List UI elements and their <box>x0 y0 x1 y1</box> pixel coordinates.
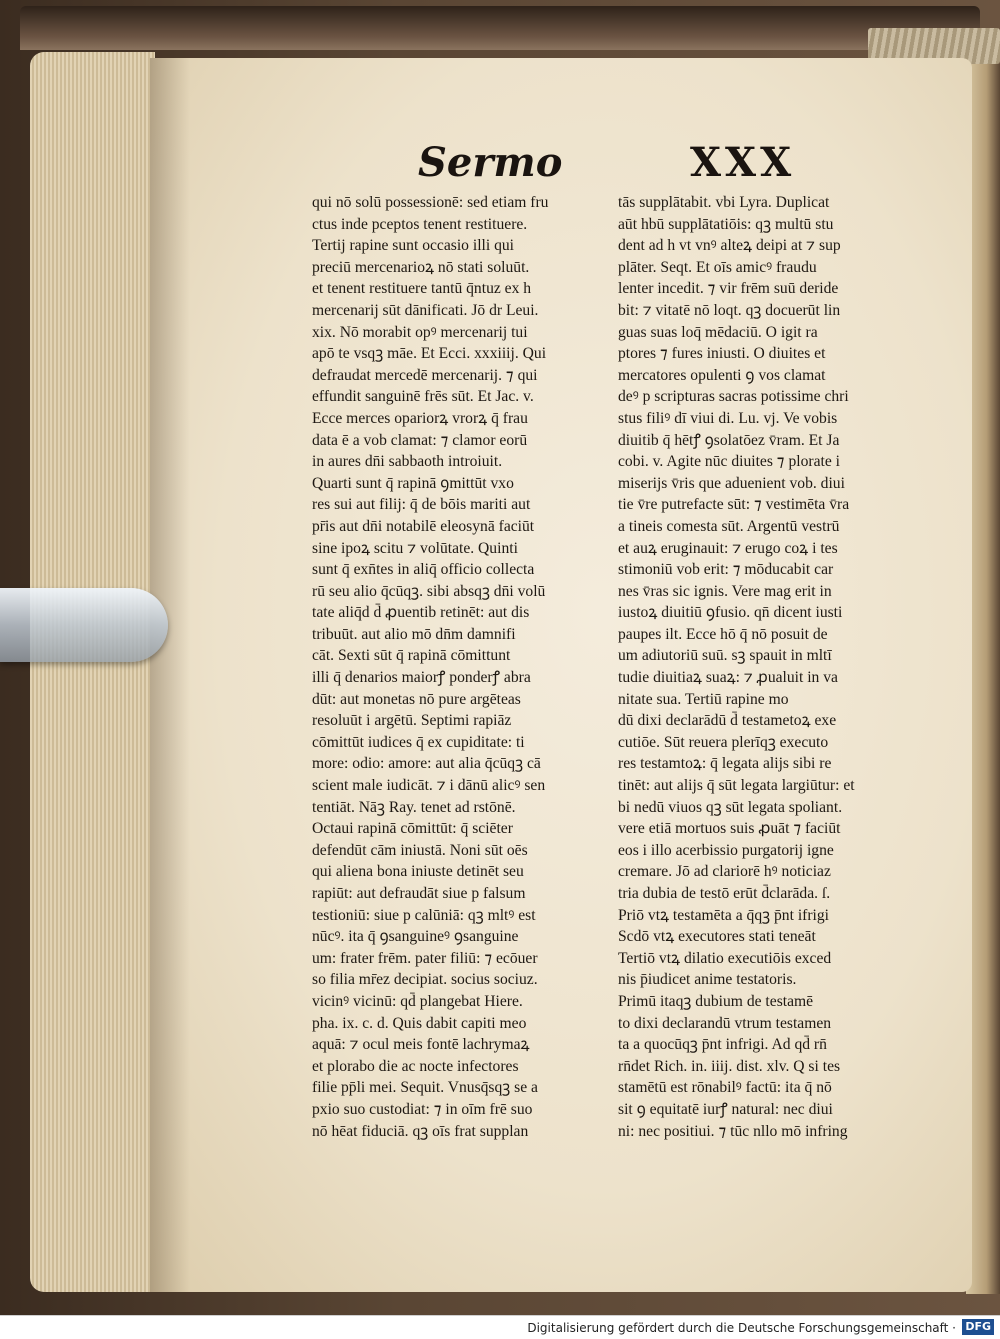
text-line: illi q̄ denarios maiorꝭ ponderꝭ abra <box>312 669 531 687</box>
text-line: nō hēat fiduciā. qꝫ oīs frat supplan <box>312 1122 529 1140</box>
text-line: testioniū: siue p calūniā: qꝫ mltꝰ est <box>312 906 536 924</box>
text-line: stimoniū vob erit: ⁊ mōducabit car <box>618 561 834 579</box>
text-line: apō te vsqꝫ māe. Et Ecci. xxxiiij. Qui <box>312 345 547 363</box>
footer-bar <box>0 1315 1000 1339</box>
text-line: qui aliena bona iniuste detinēt seu <box>312 863 524 881</box>
page-edges <box>30 52 155 1292</box>
text-line: Tertij rapine sunt occasio illi qui <box>312 237 515 255</box>
text-line: eos i illo acerbissio purgatorij igne <box>618 841 834 859</box>
text-line: plāter. Seqt. Et oīs amicꝰ fraudu <box>618 258 817 276</box>
text-line: ni: nec positiui. ⁊ tūc nllo mō infring <box>618 1122 848 1140</box>
text-line: stamētū est rōnabilꝰ factū: ita q̄ nō <box>618 1079 832 1097</box>
text-line: dūt: aut monetas nō pure argēteas <box>312 690 521 708</box>
text-line: nitate sua. Tertiū rapine mo <box>618 690 789 708</box>
text-line: xix. Nō morabit opꝰ mercenarij tui <box>312 323 528 341</box>
text-line: pr̄is aut dn̄i notabilē eleosynā faciūt <box>312 517 535 535</box>
text-line: cutiōe. Sūt reuera plerīqꝫ executo <box>618 733 829 751</box>
text-line: defraudat mercedē mercenarij. ⁊ qui <box>312 366 538 384</box>
text-line: um adiutoriū suū. sꝫ spauit in mltī <box>618 647 832 665</box>
text-column-right <box>618 192 906 1142</box>
running-head-title: Sermo <box>418 139 563 186</box>
text-line: tās supplātabit. vbi Lyra. Duplicat <box>618 194 830 211</box>
text-line: ptores ⁊ fures iniusti. O diuites et <box>618 345 826 363</box>
text-line: nis p̄iudicet anime testatoris. <box>618 971 797 989</box>
page-holder-pointer <box>0 588 168 662</box>
text-line: paupes ilt. Ecce hō q̄ nō posuit de <box>618 625 828 643</box>
book-cover-top <box>20 6 980 50</box>
text-line: cremare. Jō ad clariorē hꝰ noticiaz <box>618 863 831 881</box>
text-line: cobi. v. Agite nūc diuites ⁊ plorate i <box>618 453 840 471</box>
dfg-logo: DFG <box>962 1319 994 1335</box>
text-line: pxio suo custodiat: ⁊ in oīm frē suo <box>312 1100 533 1118</box>
text-line: vicinꝰ vicinū: qd̄ plangebat Hiere. <box>312 992 523 1010</box>
text-line: stus filiꝰ dī viui di. Lu. vj. Ve vobis <box>618 409 838 427</box>
text-line: to dixi declarandū vtrum testamen <box>618 1014 832 1032</box>
text-line: dent ad h vt vnꝰ alteꝝ deipi at ⁊ sup <box>618 237 841 255</box>
text-line: nes v̄ras sic ignis. Vere mag erit in <box>618 582 832 600</box>
text-line: sine ipoꝝ scitu ⁊ volūtate. Quinti <box>312 539 518 557</box>
running-head-number: XXX <box>690 139 796 186</box>
text-line: ctus inde pceptos tenent restituere. <box>312 215 528 233</box>
text-line: cōmittūt iudices q̄ ex cupiditate: ti <box>312 733 525 751</box>
text-line: dū dixi declarādū d̄ testametoꝝ exe <box>618 712 837 730</box>
text-line: Priō vtꝝ testamēta a q̄qꝫ p̄nt ifrigi <box>618 906 829 924</box>
text-line: more: odio: amore: aut alia q̄cūqꝫ cā <box>312 755 541 773</box>
footer-credit: Digitalisierung gefördert durch die Deutsche Forschungsgemeinschaft · <box>527 1321 956 1335</box>
text-line: data ē a vob clamat: ⁊ clamor eorū <box>312 431 528 449</box>
text-line: Ecce merces opariorꝝ vrorꝝ q̄ frau <box>312 409 528 427</box>
text-line: aquā: ⁊ ocul meis fontē lachrymaꝝ <box>312 1036 530 1054</box>
text-line: res sui aut filij: q̄ de bōis mariti aut <box>312 496 531 514</box>
text-line: rapiūt: aut defraudāt siue p falsum <box>312 885 526 902</box>
text-line: in aures dn̄i sabbaoth introiuit. <box>312 453 503 471</box>
text-line: sit ꝯ equitatē iurꝭ natural: nec diui <box>618 1100 833 1118</box>
text-line: miserijs v̄ris que aduenient vob. diui <box>618 474 845 492</box>
text-line: sunt q̄ exn̄tes in aliq̄ officio collecta <box>312 561 535 579</box>
text-line: bi nedū viuos qꝫ sūt legata spoliant. <box>618 798 843 816</box>
text-line: diuitib q̄ hētꝭ ꝯsolatōez v̄ram. Et Ja <box>618 431 840 449</box>
text-line: rn̄det Rich. in. iiij. dist. xlv. Q si tes <box>618 1057 841 1075</box>
text-line: scient male iudicāt. ⁊ i dānū alicꝰ sen <box>312 777 546 795</box>
text-line: Quarti sunt q̄ rapinā ꝯmittūt vxo <box>312 474 514 492</box>
gutter-shadow <box>150 58 190 1292</box>
text-line: nūcꝰ. ita q̄ ꝯsanguineꝰ ꝯsanguine <box>312 928 519 946</box>
text-line: so filia mr̄ez decipiat. socius sociuz. <box>312 971 538 989</box>
text-line: tudie diuitiaꝝ suaꝝ: ⁊ ꝓualuit in va <box>618 669 838 687</box>
text-line: mercenarij sūt dānificati. Jō dr Leui. <box>312 301 539 319</box>
text-line: deꝰ p scripturas sacras potissime chri <box>618 388 849 406</box>
text-line: filie pp̄li mei. Sequit. Vnusq̄sqꝫ se a <box>312 1079 538 1097</box>
text-line: bit: ⁊ vitatē nō loqt. qꝫ docuerūt lin <box>618 301 841 319</box>
text-line: lenter incedit. ⁊ vir frēm suū deride <box>618 280 839 298</box>
text-line: Tertiō vtꝝ dilatio executiōis exced <box>618 949 832 967</box>
text-line: aūt hbū supplātatiōis: qꝫ multū stu <box>618 215 834 233</box>
text-line: et tenent restituere tantū q̄ntuz ex h <box>312 280 532 298</box>
text-line: tate aliq̄d d̄ ꝓuentib retinēt: aut dis <box>312 604 530 622</box>
text-line: vere etiā mortuos suis ꝓuāt ⁊ faciūt <box>618 820 841 838</box>
text-line: effundit sanguinē frēs sūt. Et Jac. v. <box>312 388 534 406</box>
text-line: et plorabo die ac nocte infectores <box>312 1057 519 1075</box>
text-line: um: frater frēm. pater filiū: ⁊ ecōuer <box>312 949 538 967</box>
text-line: tinēt: aut alijs q̄ sūt legata largiūtur: et <box>618 777 855 795</box>
text-line: rū seu alio q̄cūqꝫ. sibi absqꝫ dn̄i volū <box>312 582 546 600</box>
text-line: et auꝝ eruginauit: ⁊ erugo coꝝ i tes <box>618 539 838 557</box>
text-line: res testamtoꝝ: q̄ legata alijs sibi re <box>618 755 832 773</box>
text-line: Octaui rapinā cōmittūt: q̄ sciēter <box>312 820 513 838</box>
text-line: resoluūt i argētū. Septimi rapiāz <box>312 712 512 730</box>
text-line: tie v̄re putrefacte sūt: ⁊ vestimēta v̄ra <box>618 496 850 514</box>
text-line: tentiāt. Nāꝫ Ray. tenet ad rstōnē. <box>312 798 516 816</box>
text-line: guas suas loq̄ mēdaciū. O igit ra <box>618 323 818 341</box>
text-line: a tineis comesta sūt. Argentū vestrū <box>618 517 840 535</box>
text-line: tria dubia de testō erūt d̄clarāda. ſ. <box>618 885 831 902</box>
text-line: Scdō vtꝝ executores stati teneāt <box>618 928 816 946</box>
text-line: mercatores opulenti ꝯ vos clamat <box>618 366 826 384</box>
text-line: qui nō solū possessionē: sed etiam fru <box>312 194 549 211</box>
text-line: pha. ix. c. d. Quis dabit capiti meo <box>312 1014 527 1032</box>
text-line: iustoꝝ diuitiū ꝯfusio. qn̄ dicent iusti <box>618 604 843 622</box>
text-line: Primū itaqꝫ dubium de testamē <box>618 992 814 1010</box>
text-column-left <box>312 192 600 1142</box>
text-line: cāt. Sexti sūt q̄ rapinā cōmittunt <box>312 647 511 665</box>
text-line: ta a quocūqꝫ p̄nt infrigi. Ad qd̄ rn̄ <box>618 1036 827 1054</box>
text-line: tribuūt. aut alio mō dn̄m damnifi <box>312 625 516 643</box>
text-line: defendūt cām iniustā. Noni sūt oēs <box>312 841 528 859</box>
text-line: preciū mercenarioꝝ nō stati soluūt. <box>312 258 530 276</box>
